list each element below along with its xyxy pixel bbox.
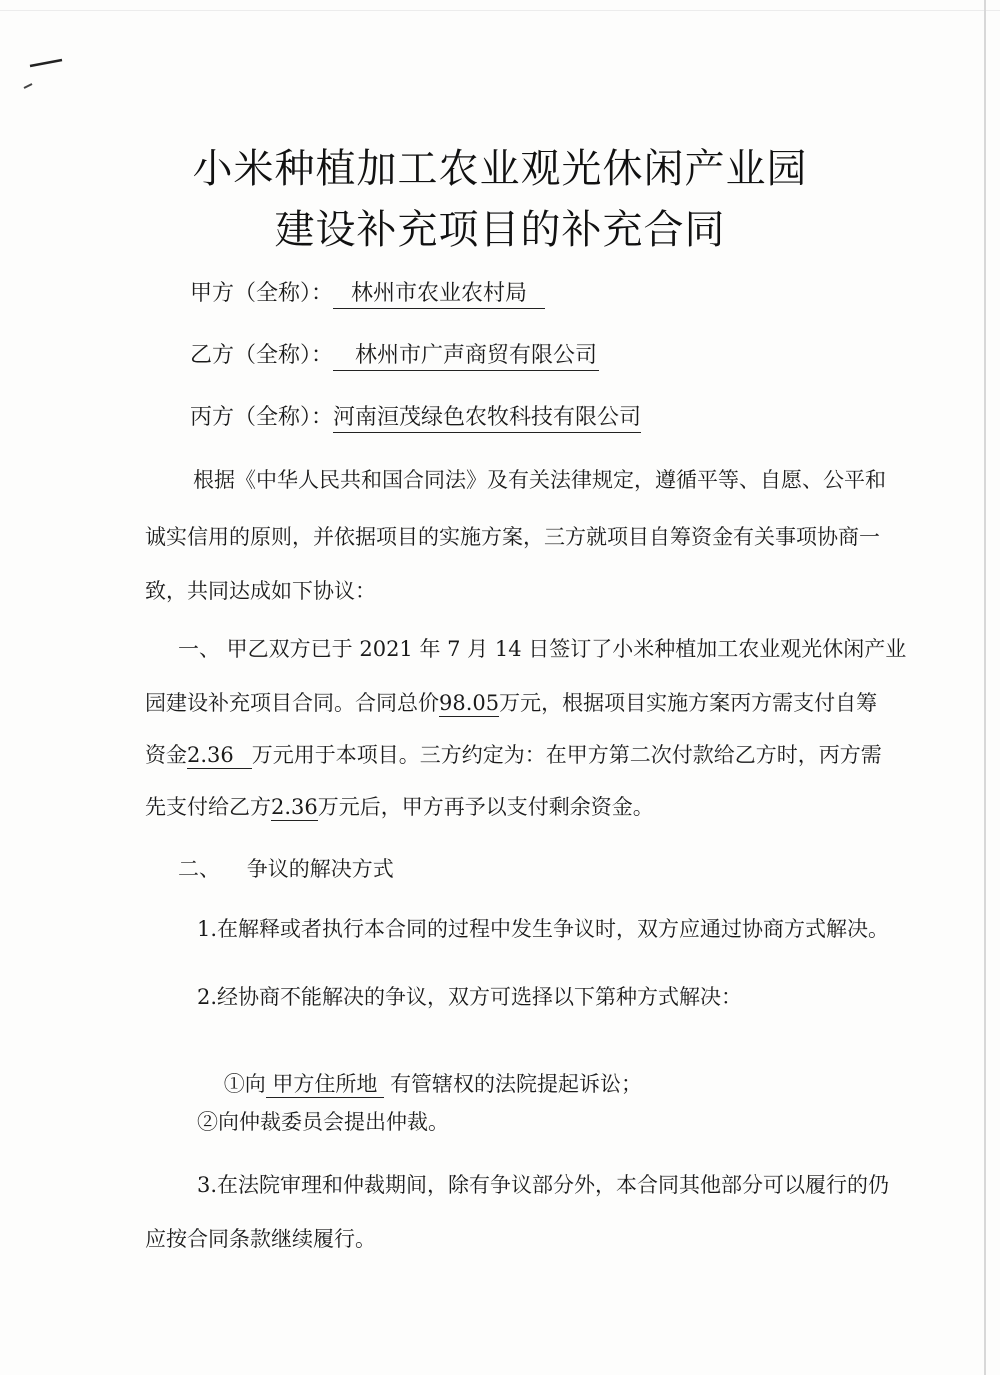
- section1-line-2: [145, 687, 877, 717]
- party-b-row: [190, 338, 599, 371]
- section1-line2-text-a: 园建设补充项目合同。合同总价: [145, 691, 439, 715]
- section1-line3-text-b: 万元用于本项目。三方约定为：在甲方第二次付款给乙方时，丙方需: [251, 743, 882, 767]
- advance-pay-value: 2.36: [271, 796, 318, 821]
- section2-item-3-line-2: 应按合同条款继续履行。: [145, 1227, 376, 1251]
- section1-line-4: [145, 791, 654, 821]
- section2-item-3-line-1: 3.在法院审理和仲裁期间，除有争议部分外，本合同其他部分可以履行的仍: [197, 1173, 890, 1197]
- section1-line2-text-b: 万元，根据项目实施方案丙方需支付自筹: [499, 691, 878, 715]
- staple-mark: [10, 58, 70, 98]
- party-b-label: 乙方（全称）：: [190, 343, 334, 368]
- party-c-row: [190, 400, 641, 433]
- party-c-name: 河南洹茂绿色农牧科技有限公司: [333, 406, 641, 433]
- party-a-name: 林州市农业农村局: [333, 282, 545, 309]
- section1-line4-text-a: 先支付给乙方: [145, 795, 271, 819]
- party-a-label: 甲方（全称）：: [190, 281, 334, 306]
- option1-text-a: ①向: [223, 1072, 266, 1096]
- section1-line-3: [145, 739, 882, 769]
- scan-edge-top: [0, 10, 1000, 11]
- section1-line-1: 一、 甲乙双方已于 2021 年 7 月 14 日签订了小米种植加工农业观光休闲产业: [178, 637, 907, 661]
- section1-line3-text-a: 资金: [145, 743, 187, 767]
- party-c-label: 丙方（全称）：: [190, 405, 334, 430]
- title-line-2: 建设补充项目的补充合同: [274, 207, 726, 253]
- section2-heading: 二、 争议的解决方式: [178, 857, 394, 881]
- court-location-value: 甲方住所地: [266, 1073, 384, 1098]
- title-line-1: 小米种植加工农业观光休闲产业园: [192, 146, 808, 192]
- party-b-name: 林州市广声商贸有限公司: [333, 344, 599, 371]
- option1-text-b: 有管辖权的法院提起诉讼；: [390, 1072, 643, 1096]
- party-a-row: [190, 276, 545, 309]
- self-funds-value: 2.36: [187, 744, 252, 769]
- section2-item-2: 2.经协商不能解决的争议，双方可选择以下第种方式解决：: [197, 985, 743, 1009]
- preamble-line-3: 致，共同达成如下协议：: [145, 579, 376, 603]
- total-price-value: 98.05: [439, 692, 499, 717]
- preamble-line-2: 诚实信用的原则，并依据项目的实施方案，三方就项目自筹资金有关事项协商一: [145, 525, 880, 549]
- section2-item-1: 1.在解释或者执行本合同的过程中发生争议时，双方应通过协商方式解决。: [197, 917, 890, 941]
- preamble-line-1: 根据《中华人民共和国合同法》及有关法律规定，遵循平等、自愿、公平和: [193, 468, 886, 492]
- section1-line4-text-b: 万元后，甲方再予以支付剩余资金。: [317, 795, 654, 819]
- section2-option-2: ②向仲裁委员会提出仲裁。: [197, 1110, 449, 1134]
